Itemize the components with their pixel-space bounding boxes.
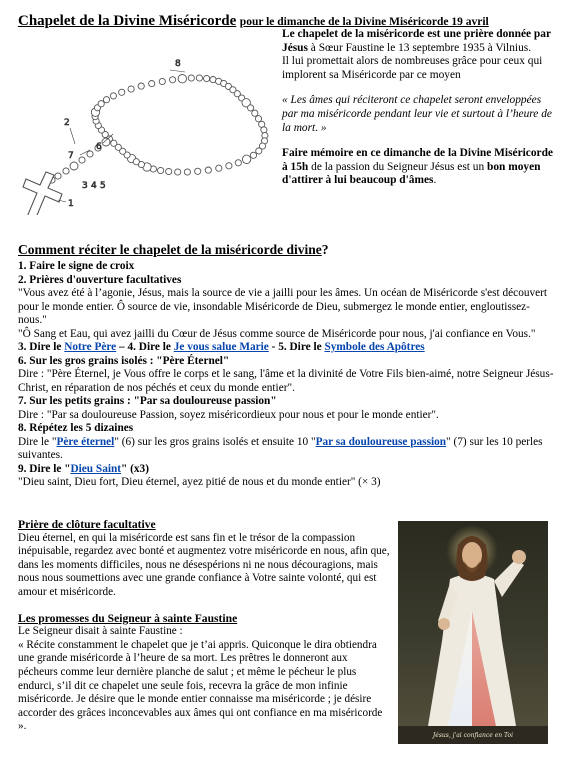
title-sub: pour le dimanche de la Divine Miséricorde 19 avril	[239, 16, 489, 28]
promises-text: « Récite constamment le chapelet que je t’ai appris. Quiconque le dira obtiendra une grande miséricorde à l’heure de sa mort. Les prêtres le donneront aux pécheurs comme leur dernière planche de salut ; et même le pécheur le plus endurci, s’il dit ce chapelet une seule fois, recevra la grâce de mon infinie miséricorde. Je désire que le monde entier connaisse ma miséricorde ; je désire accorder des grâces inconcevables aux âmes qui ont confiance en ma miséricorde ».	[18, 638, 383, 733]
link-symbole-des-apotres[interactable]: Symbole des Apôtres	[324, 341, 425, 353]
closing-heading: Prière de clôture facultative	[18, 518, 156, 531]
figure-label-4: 4	[91, 181, 97, 191]
rosary-small-bead	[103, 97, 109, 103]
image-caption: Jésus, j'ai confiance en Toi	[432, 732, 514, 739]
rosary-small-bead	[79, 157, 85, 163]
rosary-small-bead	[159, 78, 165, 84]
figure-label-6: 6	[96, 142, 102, 152]
step-6: 6. Sur les gros grains isolés : "Père Éternel"	[18, 354, 230, 367]
link-dieu-saint[interactable]: Dieu Saint	[70, 462, 122, 475]
rosary-large-bead	[70, 162, 78, 170]
rosary-small-bead	[226, 163, 232, 169]
howto-heading: Comment réciter le chapelet de la miséricorde divine?	[18, 242, 329, 257]
rosary-small-bead	[119, 89, 125, 95]
rosary-small-bead	[204, 75, 210, 81]
rosary-small-bead	[149, 81, 155, 87]
howto-section	[18, 242, 558, 490]
figure-label-1: 1	[68, 199, 74, 209]
figure-label-8: 8	[175, 59, 181, 69]
rosary-large-bead	[102, 138, 110, 146]
steps-3-5: 3. Dire le Notre Père – 4. Dire le Je vous salue Marie - 5. Dire le Symbole des Apôtres	[18, 341, 425, 353]
figure-label-5: 5	[100, 181, 106, 191]
step-8-text: Dire le "Père éternel" (6) sur les gros grains isolés et ensuite 10 "Par sa douloureuse passion" (7) sur les 10 perles suivantes.	[18, 435, 543, 461]
intro-p2: Il lui promettait alors de nombreuses grâce pour ceux qui implorent sa Miséricorde par ce moyen	[282, 55, 543, 81]
rosary-small-bead	[110, 93, 116, 99]
rosary-beads	[49, 75, 268, 184]
rosary-small-bead	[205, 167, 211, 173]
rosary-small-bead	[256, 148, 262, 154]
link-par-sa-douloureuse-passion[interactable]: Par sa douloureuse passion	[315, 435, 447, 448]
rosary-small-bead	[261, 127, 267, 133]
figure-label-7: 7	[68, 151, 74, 161]
intro-quote: « Les âmes qui réciteront ce chapelet seront enveloppées par ma miséricorde pendant leur vie et surtout à l’heure de la mort. »	[282, 94, 552, 134]
rosary-illustration	[10, 30, 282, 215]
figure-label-2: 2	[64, 118, 70, 128]
rosary-small-bead	[255, 116, 261, 122]
rosary-small-bead	[175, 169, 181, 175]
rosary-small-bead	[170, 77, 176, 83]
step-2-text-2: "Ô Sang et Eau, qui avez jailli du Cœur de Jésus comme source de Miséricorde pour nous, j'ai confiance en Vous."	[18, 327, 536, 340]
step-2-text-1: "Vous avez été à l’agonie, Jésus, mais la source de vie a jailli pour les âmes. Un océan de Miséricorde s'est découvert pour le monde entier. Ô source de vie, insondable Miséricorde de Dieu, submergez le monde entier, engloutissez-nous."	[18, 287, 548, 326]
rosary-small-bead	[98, 101, 104, 107]
step-7: 7. Sur les petits grains : "Par sa douloureuse passion"	[18, 395, 277, 407]
step-9: 9. Dire le "Dieu Saint" (x3)	[18, 462, 149, 475]
promises-heading: Les promesses du Seigneur à sainte Faustine	[18, 611, 238, 625]
rosary-small-bead	[166, 168, 172, 174]
closing-text: Dieu éternel, en qui la miséricorde est sans fin et le trésor de la compassion inépuisable, regardez avec bonté et augmentez votre miséricorde en nous, afin que, dans les moments difficiles, nous ne désespérions ni ne nous découragions, mais nous nous soumettions avec une grande confiance à Votre sainte volonté, qui est amour et miséricorde.	[18, 531, 390, 598]
intro-p1: Le chapelet de la miséricorde est une prière donnée par Jésus à Sœur Faustine le 13 septembre 1935 à Vilnius.	[282, 28, 551, 54]
divine-mercy-image	[398, 521, 548, 744]
intro-p3: Faire mémoire en ce dimanche de la Divine Miséricorde à 15h de la passion du Seigneur Jésus est un bon moyen d'attirer à lui beaucoup d'âmes.	[282, 147, 553, 187]
rosary-large-bead	[242, 155, 250, 163]
rosary-small-bead	[158, 167, 164, 173]
rosary-small-bead	[63, 168, 69, 174]
link-notre-pere[interactable]: Notre Père	[64, 341, 117, 353]
figure-label-3: 3	[82, 181, 88, 191]
title-main: Chapelet de la Divine Miséricorde	[18, 13, 237, 29]
rosary-small-bead	[138, 83, 144, 89]
step-7-text: Dire : "Par sa douloureuse Passion, soyez miséricordieux pour nous et pour le monde entier".	[18, 408, 439, 421]
step-8: 8. Répétez les 5 dizaines	[18, 422, 134, 434]
step-9-text: "Dieu saint, Dieu fort, Dieu éternel, ayez pitié de nous et du monde entier" (× 3)	[18, 476, 381, 488]
link-je-vous-salue-marie[interactable]: Je vous salue Marie	[173, 341, 269, 353]
rosary-small-bead	[216, 165, 222, 171]
lower-section	[18, 518, 390, 734]
rosary-small-bead	[188, 75, 194, 81]
rosary-large-bead	[178, 75, 186, 83]
promises-intro: Le Seigneur disait à sainte Faustine :	[18, 625, 183, 638]
step-6-text: Dire : "Père Éternel, je Vous offre le corps et le sang, l'âme et la divinité de Votre Fils bien-aimé, notre Seigneur Jésus-Christ, en réparation de nos péchés et ceux du monde entier".	[18, 368, 554, 394]
step-2: 2. Prières d'ouverture facultatives	[18, 273, 182, 286]
intro-block	[282, 28, 557, 188]
step-1: 1. Faire le signe de croix	[18, 260, 135, 272]
rosary-small-bead	[55, 173, 61, 179]
rosary-small-bead	[195, 168, 201, 174]
rosary-small-bead	[252, 110, 258, 116]
rosary-small-bead	[87, 151, 93, 157]
rosary-small-bead	[196, 75, 202, 81]
rosary-small-bead	[250, 152, 256, 158]
link-pere-eternel[interactable]: Père éternel	[56, 435, 115, 448]
rosary-small-bead	[184, 169, 190, 175]
rosary-small-bead	[128, 86, 134, 92]
rosary-small-bead	[235, 160, 241, 166]
rosary-small-bead	[248, 105, 254, 111]
rosary-small-bead	[133, 159, 139, 165]
